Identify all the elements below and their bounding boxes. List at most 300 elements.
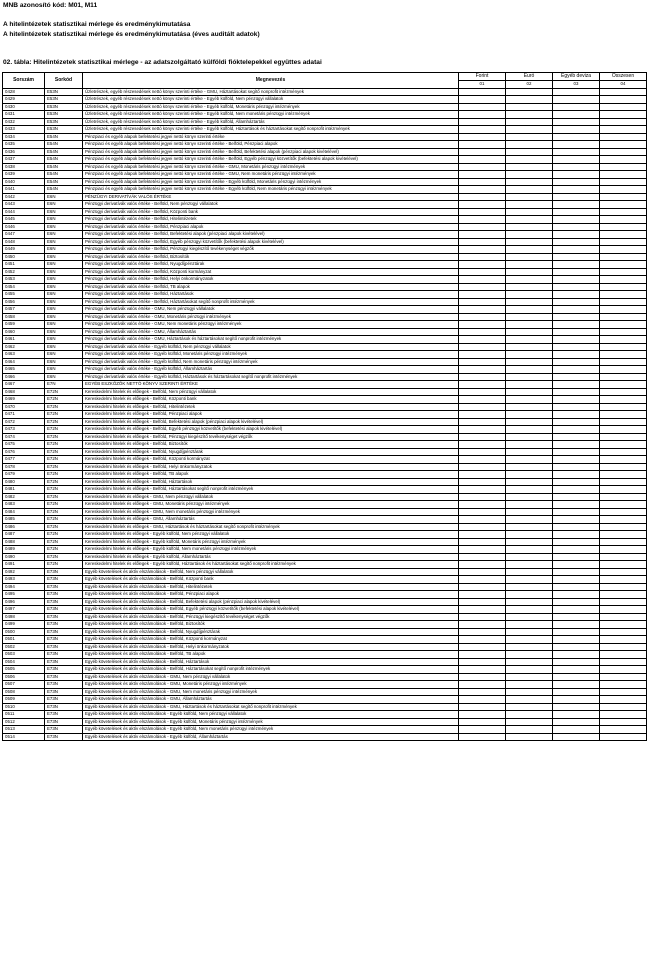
value-cell [553, 103, 600, 111]
value-cell [459, 351, 506, 359]
value-cell [553, 613, 600, 621]
row-sorkod: E72N [45, 418, 83, 426]
document-subtitle: A hitelintézetek statisztikai mérlege és eredménykimutatása (éves auditált adatok) [3, 31, 260, 38]
value-cell [459, 111, 506, 119]
value-cell [459, 658, 506, 666]
row-sorkod: E6N [45, 238, 83, 246]
row-sorszam: 0491 [3, 561, 45, 569]
row-sorkod: E72N [45, 463, 83, 471]
value-cell [600, 328, 647, 336]
value-cell [600, 696, 647, 704]
value-cell [506, 726, 553, 734]
value-cell [506, 366, 553, 374]
value-cell [506, 133, 553, 141]
row-sorkod: E53N [45, 96, 83, 104]
value-cell [600, 486, 647, 494]
row-megnevezes: Egyéb követelések és aktív elszámolások - GMU, Nem pénzügyi vállalatok [83, 673, 459, 681]
row-sorszam: 0488 [3, 538, 45, 546]
column-number: 03 [553, 81, 600, 89]
value-cell [553, 546, 600, 554]
value-cell [600, 576, 647, 584]
row-megnevezes: Kereskedelmi hitelek és előlegek - Belföld, Pénzpiaci alapok [83, 411, 459, 419]
value-cell [600, 448, 647, 456]
value-cell [553, 538, 600, 546]
row-sorszam: 0437 [3, 156, 45, 164]
table-row [3, 621, 647, 629]
row-sorkod: E6N [45, 246, 83, 254]
header-euro: Euró [506, 73, 553, 81]
value-cell [553, 328, 600, 336]
value-cell [459, 411, 506, 419]
value-cell [506, 223, 553, 231]
row-sorkod: E54N [45, 163, 83, 171]
value-cell [459, 223, 506, 231]
row-megnevezes: Pénzügyi derivatívák valós értéke - GMU, Nem pénzügyi vállalatok [83, 306, 459, 314]
header-sorszam: Sorszám [3, 73, 45, 89]
value-cell [600, 381, 647, 389]
value-cell [459, 688, 506, 696]
value-cell [553, 621, 600, 629]
value-cell [553, 216, 600, 224]
value-cell [553, 606, 600, 614]
row-sorkod: E72N [45, 478, 83, 486]
value-cell [553, 628, 600, 636]
row-sorkod: E72N [45, 448, 83, 456]
row-sorkod: E6N [45, 283, 83, 291]
table-row [3, 246, 647, 254]
table-row [3, 538, 647, 546]
table-row [3, 276, 647, 284]
value-cell [506, 621, 553, 629]
row-megnevezes: Pénzügyi derivatívák valós értéke - Belföld, Háztartásokat segítő nonprofit intézmények [83, 298, 459, 306]
row-sorszam: 0494 [3, 583, 45, 591]
row-sorkod: E72N [45, 396, 83, 404]
mnb-code-line: MNB azonosító kód: M01, M11 [3, 2, 98, 9]
table-row [3, 441, 647, 449]
value-cell [459, 238, 506, 246]
value-cell [600, 321, 647, 329]
table-row [3, 568, 647, 576]
row-sorkod: E6N [45, 343, 83, 351]
row-sorkod: E73N [45, 681, 83, 689]
table-row [3, 321, 647, 329]
row-sorkod: E6N [45, 366, 83, 374]
value-cell [459, 156, 506, 164]
row-sorszam: 0461 [3, 336, 45, 344]
row-sorszam: 0481 [3, 486, 45, 494]
value-cell [459, 298, 506, 306]
value-cell [459, 508, 506, 516]
row-megnevezes: Egyéb követelések és aktív elszámolások - Belföld, Háztartásokat segítő nonprofit intézmények [83, 666, 459, 674]
value-cell [600, 726, 647, 734]
value-cell [506, 636, 553, 644]
row-sorkod: E6N [45, 201, 83, 209]
value-cell [459, 261, 506, 269]
value-cell [600, 471, 647, 479]
value-cell [553, 186, 600, 194]
value-cell [506, 658, 553, 666]
table-row [3, 366, 647, 374]
value-cell [553, 673, 600, 681]
value-cell [506, 681, 553, 689]
row-megnevezes: Egyéb követelések és aktív elszámolások - Egyéb külföld, Nem pénzügyi vállalatok [83, 711, 459, 719]
table-row [3, 343, 647, 351]
value-cell [553, 726, 600, 734]
row-sorszam: 0446 [3, 223, 45, 231]
row-sorkod: E6N [45, 328, 83, 336]
table-row [3, 306, 647, 314]
value-cell [600, 478, 647, 486]
row-sorszam: 0506 [3, 673, 45, 681]
value-cell [459, 186, 506, 194]
table-row [3, 516, 647, 524]
value-cell [553, 366, 600, 374]
value-cell [600, 636, 647, 644]
value-cell [553, 598, 600, 606]
row-sorszam: 0468 [3, 388, 45, 396]
value-cell [553, 141, 600, 149]
value-cell [600, 568, 647, 576]
table-row [3, 126, 647, 134]
value-cell [506, 591, 553, 599]
row-sorkod: E72N [45, 456, 83, 464]
value-cell [459, 283, 506, 291]
value-cell [600, 546, 647, 554]
row-sorszam: 0458 [3, 313, 45, 321]
value-cell [553, 336, 600, 344]
value-cell [506, 561, 553, 569]
value-cell [600, 411, 647, 419]
value-cell [506, 283, 553, 291]
value-cell [600, 141, 647, 149]
table-row [3, 456, 647, 464]
value-cell [459, 388, 506, 396]
table-row [3, 238, 647, 246]
table-row [3, 283, 647, 291]
row-megnevezes: Üzletrészek, egyéb részesedések nettó könyv szerinti értéke - Egyéb külföld, Nem monetáris pénzügyi intézmények [83, 111, 459, 119]
value-cell [506, 231, 553, 239]
value-cell [459, 696, 506, 704]
value-cell [459, 493, 506, 501]
row-sorszam: 0451 [3, 261, 45, 269]
table-row [3, 628, 647, 636]
value-cell [553, 591, 600, 599]
value-cell [600, 606, 647, 614]
value-cell [553, 381, 600, 389]
value-cell [553, 246, 600, 254]
table-row [3, 261, 647, 269]
value-cell [553, 238, 600, 246]
value-cell [553, 696, 600, 704]
row-sorkod: E6N [45, 306, 83, 314]
value-cell [553, 711, 600, 719]
value-cell [506, 688, 553, 696]
row-sorszam: 0439 [3, 171, 45, 179]
table-row [3, 553, 647, 561]
row-sorszam: 0444 [3, 208, 45, 216]
value-cell [553, 463, 600, 471]
value-cell [459, 598, 506, 606]
value-cell [459, 666, 506, 674]
value-cell [553, 576, 600, 584]
value-cell [506, 523, 553, 531]
row-megnevezes: Kereskedelmi hitelek és előlegek - Egyéb külföld, Monetáris pénzügyi intézmények [83, 538, 459, 546]
value-cell [553, 133, 600, 141]
value-cell [553, 658, 600, 666]
value-cell [506, 216, 553, 224]
table-row [3, 508, 647, 516]
table-row [3, 418, 647, 426]
value-cell [459, 246, 506, 254]
value-cell [459, 201, 506, 209]
value-cell [600, 298, 647, 306]
value-cell [600, 658, 647, 666]
table-row [3, 133, 647, 141]
value-cell [506, 298, 553, 306]
value-cell [506, 463, 553, 471]
value-cell [459, 591, 506, 599]
table-row [3, 193, 647, 201]
value-cell [600, 336, 647, 344]
row-sorkod: E54N [45, 133, 83, 141]
value-cell [459, 576, 506, 584]
header-forint: Forint [459, 73, 506, 81]
row-megnevezes: Pénzügyi derivatívák valós értéke - Egyéb külföld, Háztartások és háztartásokat segítő nonprofit intézmények [83, 373, 459, 381]
value-cell [553, 276, 600, 284]
row-sorkod: E73N [45, 636, 83, 644]
table-row [3, 351, 647, 359]
row-megnevezes: Pénzpiaci és egyéb alapok befektetési jegyei nettó könyv szerinti értéke - Belföld, Befektetési alapok (pénzpiaci alapok kivételével) [83, 148, 459, 156]
value-cell [506, 336, 553, 344]
row-sorkod: E72N [45, 426, 83, 434]
row-sorkod: E53N [45, 103, 83, 111]
row-sorszam: 0472 [3, 418, 45, 426]
row-sorszam: 0489 [3, 546, 45, 554]
row-sorszam: 0509 [3, 696, 45, 704]
row-megnevezes: Kereskedelmi hitelek és előlegek - Egyéb külföld, Háztartások és háztartásokat segítő nonprofit intézmények [83, 561, 459, 569]
row-sorszam: 0505 [3, 666, 45, 674]
row-megnevezes: Kereskedelmi hitelek és előlegek - Belföld, Nyugdíjpénztárak [83, 448, 459, 456]
value-cell [506, 246, 553, 254]
header-osszesen: Összesen [600, 73, 647, 81]
value-cell [600, 613, 647, 621]
value-cell [553, 231, 600, 239]
value-cell [506, 516, 553, 524]
value-cell [459, 268, 506, 276]
row-sorszam: 0460 [3, 328, 45, 336]
table-row [3, 493, 647, 501]
value-cell [506, 448, 553, 456]
value-cell [600, 186, 647, 194]
value-cell [553, 508, 600, 516]
table-row [3, 718, 647, 726]
value-cell [506, 426, 553, 434]
row-sorszam: 0445 [3, 216, 45, 224]
row-sorszam: 0467 [3, 381, 45, 389]
row-sorszam: 0514 [3, 733, 45, 741]
row-sorszam: 0497 [3, 606, 45, 614]
value-cell [600, 591, 647, 599]
value-cell [459, 711, 506, 719]
value-cell [600, 718, 647, 726]
value-cell [600, 126, 647, 134]
row-sorszam: 0465 [3, 366, 45, 374]
value-cell [600, 508, 647, 516]
row-megnevezes: Egyéb követelések és aktív elszámolások - Belföld, Nem pénzügyi vállalatok [83, 568, 459, 576]
value-cell [553, 343, 600, 351]
value-cell [506, 583, 553, 591]
value-cell [553, 718, 600, 726]
value-cell [506, 553, 553, 561]
row-sorkod: E53N [45, 126, 83, 134]
row-sorszam: 0477 [3, 456, 45, 464]
row-megnevezes: Kereskedelmi hitelek és előlegek - Belföld, Központi bank [83, 396, 459, 404]
value-cell [600, 291, 647, 299]
value-cell [600, 418, 647, 426]
row-megnevezes: Pénzügyi derivatívák valós értéke - Belföld, Helyi önkormányzatok [83, 276, 459, 284]
value-cell [600, 688, 647, 696]
value-cell [506, 673, 553, 681]
row-megnevezes: Pénzügyi derivatívák valós értéke - Belföld, Központi kormányzat [83, 268, 459, 276]
value-cell [553, 418, 600, 426]
value-cell [506, 343, 553, 351]
value-cell [600, 193, 647, 201]
row-megnevezes: Üzletrészek, egyéb részesedések nettó könyv szerinti értéke - GMU, Háztartásokat segítő nonprofit intézmények [83, 88, 459, 96]
row-sorszam: 0499 [3, 621, 45, 629]
value-cell [553, 163, 600, 171]
row-megnevezes: Pénzügyi derivatívák valós értéke - Egyéb külföld, Nem monetáris pénzügyi intézmények [83, 358, 459, 366]
row-sorkod: E73N [45, 733, 83, 741]
row-megnevezes: Egyéb követelések és aktív elszámolások - Egyéb külföld, Monetáris pénzügyi intézmények [83, 718, 459, 726]
value-cell [600, 111, 647, 119]
value-cell [553, 193, 600, 201]
value-cell [553, 733, 600, 741]
value-cell [459, 583, 506, 591]
value-cell [506, 141, 553, 149]
value-cell [553, 681, 600, 689]
value-cell [506, 733, 553, 741]
row-megnevezes: Egyéb követelések és aktív elszámolások - Belföld, Egyéb pénzügyi közvetítők (befektetési alapok kivételével) [83, 606, 459, 614]
row-sorkod: E73N [45, 711, 83, 719]
value-cell [600, 396, 647, 404]
row-sorszam: 0428 [3, 88, 45, 96]
row-sorkod: E6N [45, 193, 83, 201]
row-megnevezes: Pénzügyi derivatívák valós értéke - Belföld, Nem pénzügyi vállalatok [83, 201, 459, 209]
value-cell [553, 111, 600, 119]
table-row [3, 726, 647, 734]
value-cell [600, 171, 647, 179]
row-megnevezes: Pénzpiaci és egyéb alapok befektetési jegyei nettó könyv szerinti értéke - Egyéb külföld, Nem monetáris pénzügyi intézmények [83, 186, 459, 194]
value-cell [553, 171, 600, 179]
row-sorkod: E72N [45, 403, 83, 411]
value-cell [600, 231, 647, 239]
header-egyeb-deviza: Egyéb deviza [553, 73, 600, 81]
value-cell [600, 103, 647, 111]
value-cell [459, 141, 506, 149]
row-sorszam: 0449 [3, 246, 45, 254]
table-row [3, 103, 647, 111]
value-cell [600, 598, 647, 606]
value-cell [459, 553, 506, 561]
row-sorkod: E6N [45, 208, 83, 216]
row-megnevezes: Egyéb követelések és aktív elszámolások - Belföld, Pénzügyi kiegészítő tevékenységet végzők [83, 613, 459, 621]
header-sorkod: Sorkód [45, 73, 83, 89]
value-cell [600, 456, 647, 464]
value-cell [600, 711, 647, 719]
row-sorkod: E7N [45, 381, 83, 389]
value-cell [553, 283, 600, 291]
value-cell [553, 441, 600, 449]
row-sorszam: 0478 [3, 463, 45, 471]
value-cell [600, 553, 647, 561]
value-cell [600, 463, 647, 471]
value-cell [459, 396, 506, 404]
row-sorszam: 0473 [3, 426, 45, 434]
value-cell [459, 126, 506, 134]
value-cell [553, 688, 600, 696]
value-cell [459, 523, 506, 531]
value-cell [506, 208, 553, 216]
row-sorszam: 0462 [3, 343, 45, 351]
table-row [3, 666, 647, 674]
row-sorkod: E6N [45, 216, 83, 224]
row-megnevezes: Pénzügyi derivatívák valós értéke - Belföld, Biztosítók [83, 253, 459, 261]
row-sorszam: 0495 [3, 591, 45, 599]
table-row [3, 703, 647, 711]
value-cell [459, 613, 506, 621]
value-cell [506, 456, 553, 464]
table-row [3, 403, 647, 411]
value-cell [600, 433, 647, 441]
value-cell [459, 276, 506, 284]
row-megnevezes: Egyéb követelések és aktív elszámolások - Belföld, Központi bank [83, 576, 459, 584]
row-sorszam: 0486 [3, 523, 45, 531]
row-sorkod: E54N [45, 186, 83, 194]
value-cell [506, 666, 553, 674]
value-cell [506, 193, 553, 201]
row-megnevezes: Egyéb követelések és aktív elszámolások - GMU, Államháztartás [83, 696, 459, 704]
value-cell [506, 613, 553, 621]
row-megnevezes: Pénzügyi derivatívák valós értéke - Belföld, Nyugdíjpénztárak [83, 261, 459, 269]
row-sorszam: 0471 [3, 411, 45, 419]
table-row [3, 501, 647, 509]
row-sorkod: E73N [45, 688, 83, 696]
value-cell [459, 231, 506, 239]
table-row [3, 358, 647, 366]
row-sorkod: E73N [45, 568, 83, 576]
table-row [3, 658, 647, 666]
value-cell [553, 321, 600, 329]
value-cell [459, 673, 506, 681]
value-cell [600, 628, 647, 636]
value-cell [506, 493, 553, 501]
value-cell [600, 493, 647, 501]
row-sorkod: E73N [45, 583, 83, 591]
row-sorszam: 0498 [3, 613, 45, 621]
value-cell [600, 651, 647, 659]
row-sorkod: E72N [45, 546, 83, 554]
value-cell [600, 313, 647, 321]
value-cell [459, 441, 506, 449]
value-cell [600, 373, 647, 381]
value-cell [553, 96, 600, 104]
row-sorkod: E54N [45, 178, 83, 186]
value-cell [459, 358, 506, 366]
row-sorszam: 0483 [3, 501, 45, 509]
value-cell [553, 208, 600, 216]
row-sorkod: E72N [45, 516, 83, 524]
row-megnevezes: Egyéb követelések és aktív elszámolások - Belföld, Biztosítók [83, 621, 459, 629]
